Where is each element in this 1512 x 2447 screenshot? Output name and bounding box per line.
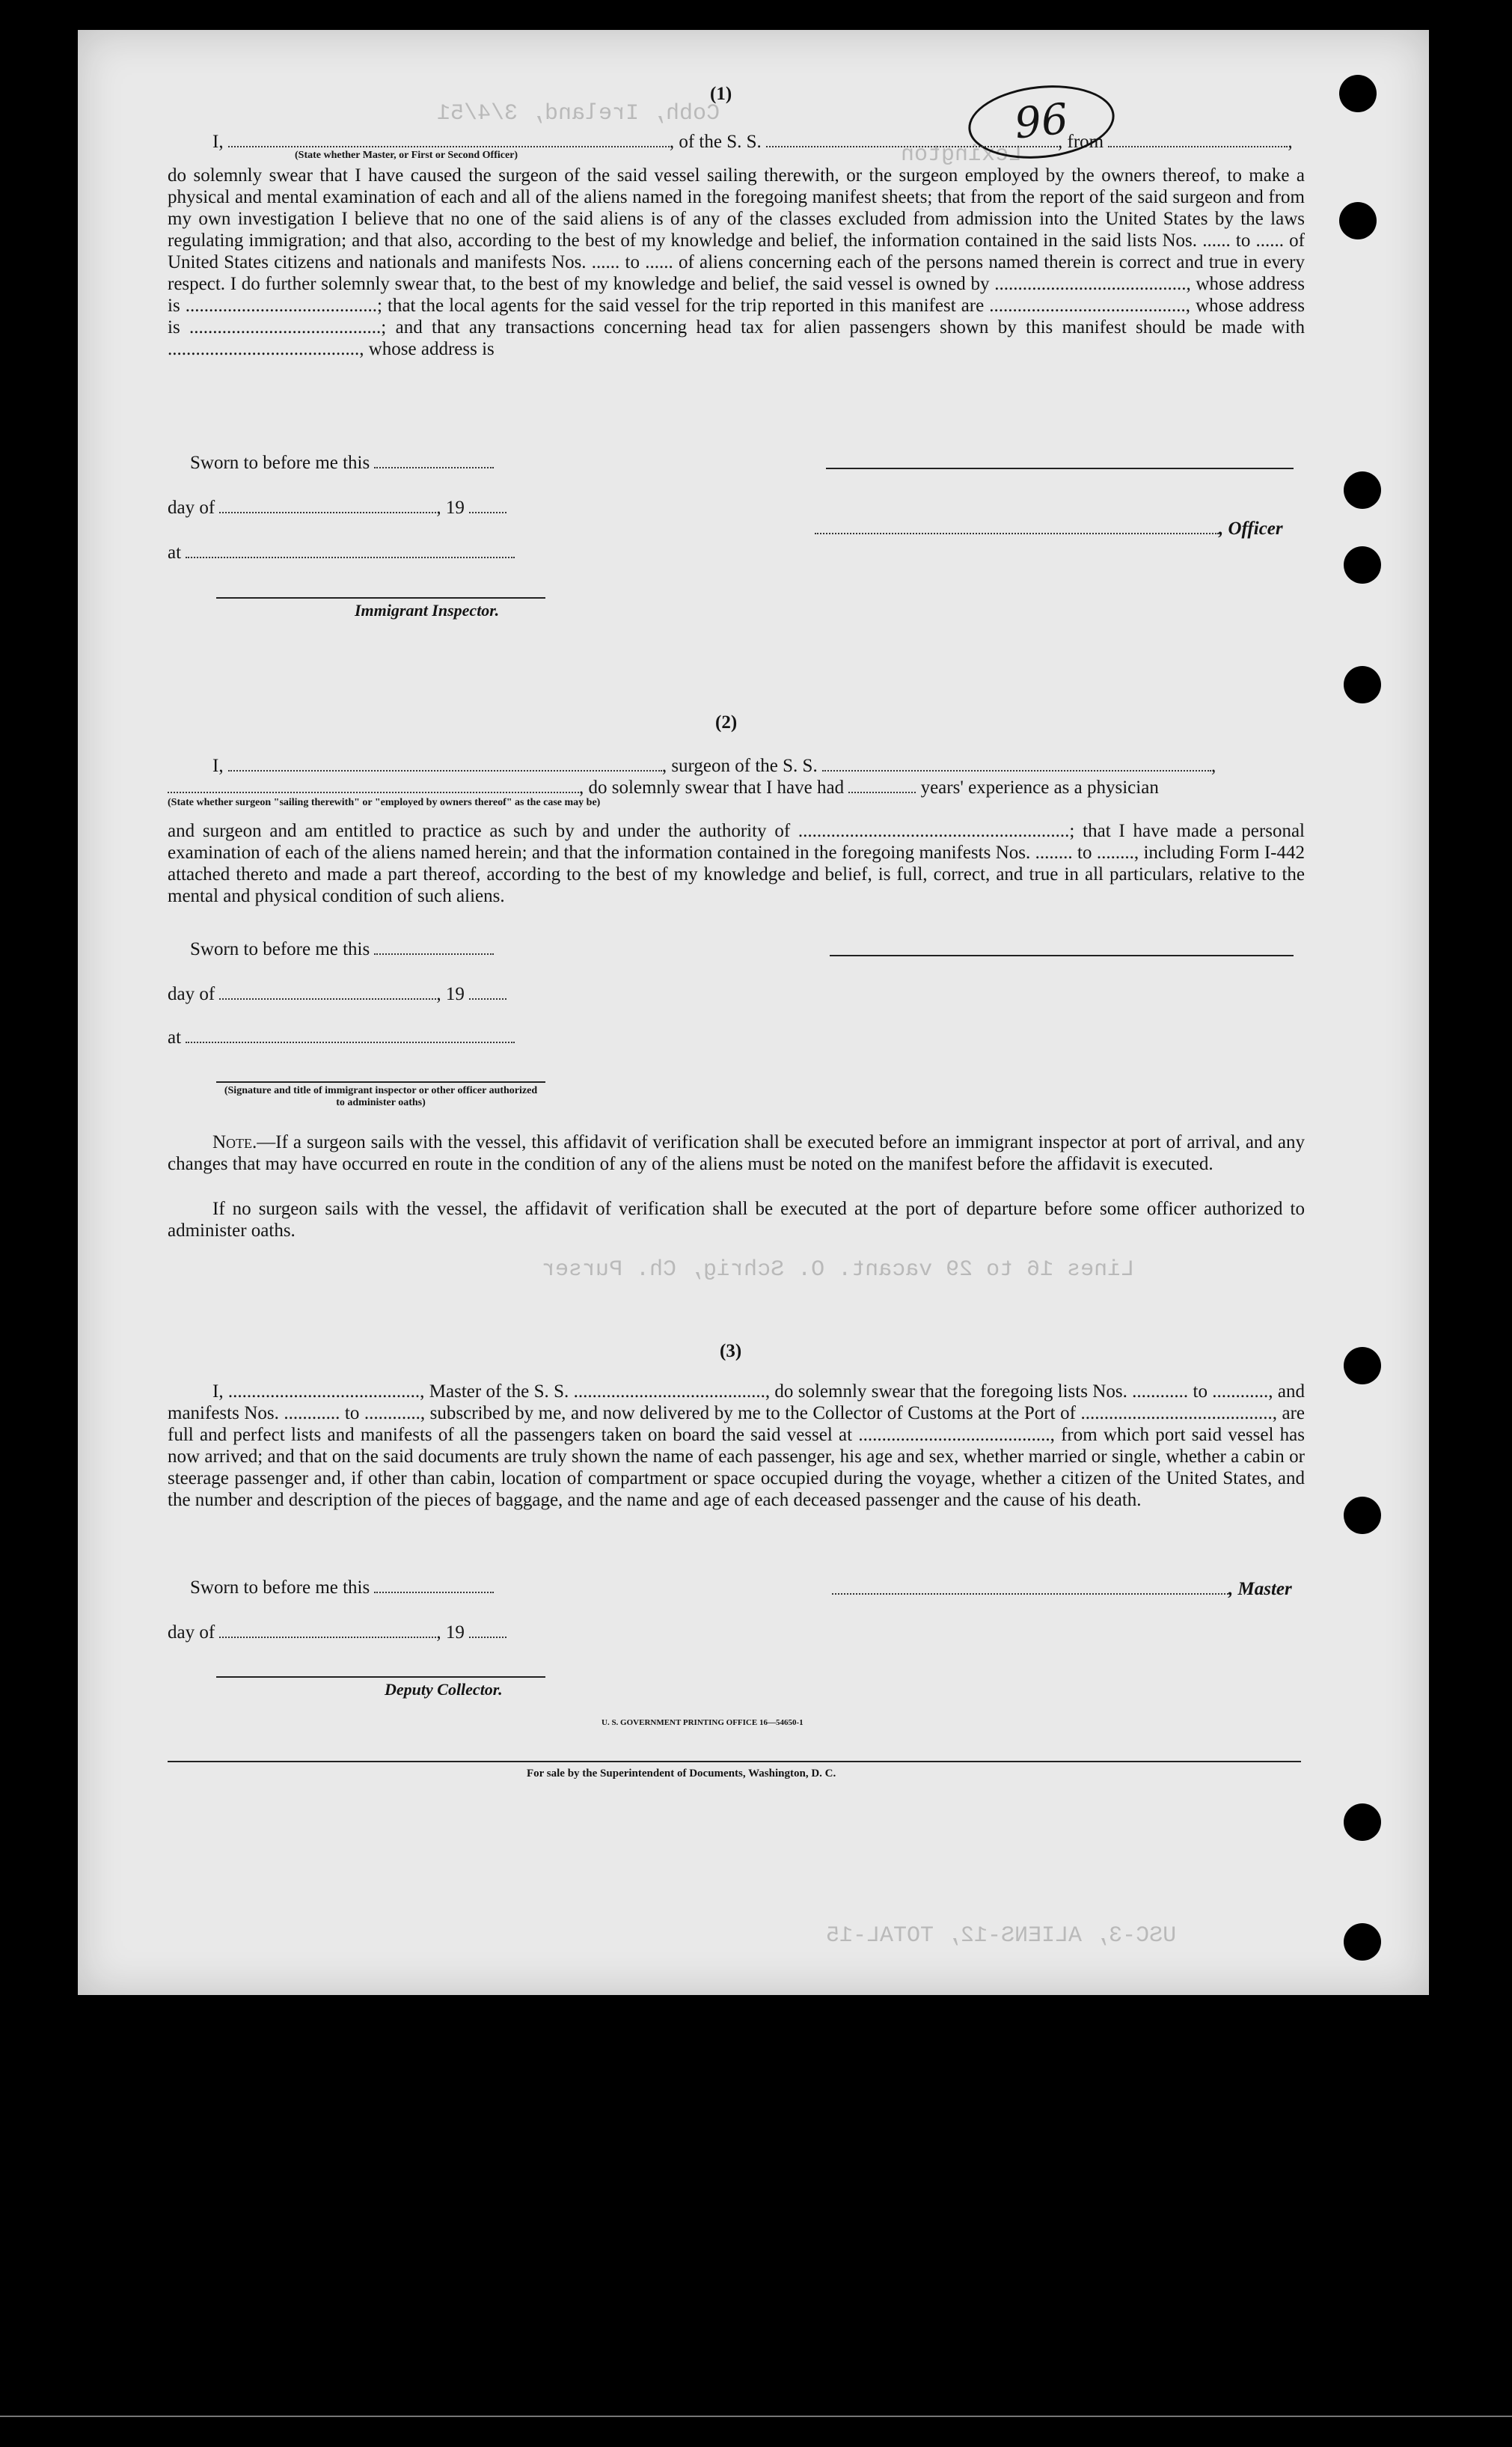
at-line-1: at	[168, 543, 515, 563]
officer-signature-line: , Officer	[815, 519, 1283, 540]
bleed-through-text: Lexington	[901, 142, 1023, 168]
section-3-oath-text: I, ........................................., Master of the S. S. ........................................., do solemnly swear that the foregoing lists Nos. ............ to ............, and manifests Nos. ............ to ............, subscribed by me, and now delivered by me to the Collector of Customs at the Port of ........................................., are full and perfect lists and manifests of all the passengers taken on board the said vessel at ........................................., from which port said vessel has now arrived; and that on the said documents are truly shown the name of each passenger, his age and sex, whether married or single, whether a cabin or steerage passenger and, if other than cabin, location of compartment or space occupied during the voyage, whether a citizen of the United States, and the number and description of the pieces of baggage, and the name and age of each deceased passenger and the cause of his death.	[168, 1381, 1305, 1510]
sworn-line-1: Sworn to before me this	[190, 453, 494, 474]
sworn-line-2: Sworn to before me this	[190, 939, 494, 960]
at-line-2: at	[168, 1027, 515, 1048]
handwritten-page-number: 96	[965, 79, 1118, 165]
note-paragraph-2: If no surgeon sails with the vessel, the affidavit of verification shall be executed at the port of departure before some officer authorized to administer oaths.	[168, 1199, 1305, 1241]
surgeon-name-field[interactable]: I, , surgeon of the S. S. ,	[212, 756, 1216, 776]
punch-hole	[1339, 75, 1377, 112]
section-1-oath-text: do solemnly swear that I have caused the surgeon of the said vessel sailing therewith, or the surgeon employed by the owners thereof, to make a physical and mental examination of each and all of the aliens named in the foregoing manifest sheets; that from the report of the said surgeon and from my own investigation I believe that no one of the said aliens is of any of the classes excluded from admission into the United States by the laws regulating immigration; and that also, according to the best of my knowledge and belief, the information contained in the said lists Nos. ...... to ...... of United States citizens and nationals and manifests Nos. ...... to ...... of aliens concerning each of the persons named therein is correct and true in every respect. I do further solemnly swear that, to the best of my knowledge and belief, the said vessel is owned by ........................................., whose address is .........................................; that the local agents for the said vessel for the trip reported in this manifest are .........................................., whose address is .........................................; and that any transactions concerning head tax for alien passengers shown by this manifest should be made with ........................................., whose address is	[168, 165, 1305, 359]
punch-hole	[1344, 471, 1381, 509]
day-of-line-3: day of , 19	[168, 1622, 506, 1643]
punch-hole	[1344, 1347, 1381, 1384]
day-of-line-2: day of , 19	[168, 984, 506, 1005]
section-3-title: (3)	[720, 1341, 742, 1361]
inspector-label: Immigrant Inspector.	[355, 601, 500, 620]
surgeon-experience-line: , do solemnly swear that I have had years' experience as a physician	[168, 778, 1159, 798]
punch-hole	[1339, 202, 1377, 239]
sworn-line-3: Sworn to before me this	[190, 1577, 494, 1598]
note-paragraph-1: Note.—If a surgeon sails with the vessel, this affidavit of verification shall be executed before an immigrant inspector at port of arrival, and any changes that may have occurred en route in the condition of any of the aliens must be noted on the manifest before the affidavit is executed.	[168, 1132, 1305, 1174]
section-2-title: (2)	[715, 712, 738, 733]
scan-edge-line	[0, 2416, 1512, 2417]
section-2-oath-text: and surgeon and am entitled to practice as such by and under the authority of ..........................................................; that I have made a personal examination of each of the aliens named herein; and that the information contained in the foregoing manifests Nos. ........ to ........, including Form I-442 attached thereto and made a part thereof, according to the best of my knowledge and belief, is full, correct, and true in all particulars, relative to the mental and physical condition of such aliens.	[168, 821, 1305, 906]
officer-note: (State whether Master, or First or Second Officer)	[295, 150, 518, 161]
bleed-through-text: Lines 16 to 29 vacant. O. Schrig, Ch. Purser	[542, 1257, 1135, 1283]
punch-hole	[1344, 546, 1381, 584]
punch-hole	[1344, 666, 1381, 703]
punch-hole	[1344, 1497, 1381, 1534]
sale-note: For sale by the Superintendent of Documents, Washington, D. C.	[527, 1768, 836, 1780]
signature-title-note: (Signature and title of immigrant inspector or other officer authorized to administer oaths)	[224, 1085, 538, 1108]
master-signature-line: , Master	[832, 1579, 1292, 1600]
printing-office-note: U. S. GOVERNMENT PRINTING OFFICE 16—54650-1	[602, 1718, 804, 1727]
manifest-page	[78, 30, 1429, 1995]
surgeon-note: (State whether surgeon "sailing therewith" or "employed by owners thereof" as the case may be)	[168, 797, 601, 808]
master-name-field[interactable]: I, , of the S. S. , from ,	[212, 132, 1293, 152]
oath-officer-signature-line	[216, 1081, 545, 1083]
footer-rule	[168, 1761, 1301, 1762]
day-of-line-1: day of , 19	[168, 498, 506, 519]
inspector-signature-line	[216, 597, 545, 599]
punch-hole	[1344, 1803, 1381, 1841]
surgeon-signature-line	[830, 955, 1294, 956]
bleed-through-text: Cobh, Ireland, 3/4/51	[437, 101, 720, 126]
punch-hole	[1344, 1923, 1381, 1961]
deputy-collector-label: Deputy Collector.	[385, 1680, 503, 1699]
collector-signature-line	[216, 1676, 545, 1678]
bleed-through-text: USC-3, ALIENS-12, TOTAL-15	[826, 1923, 1177, 1949]
section-1-title: (1)	[710, 84, 732, 104]
signature-line	[826, 468, 1294, 469]
